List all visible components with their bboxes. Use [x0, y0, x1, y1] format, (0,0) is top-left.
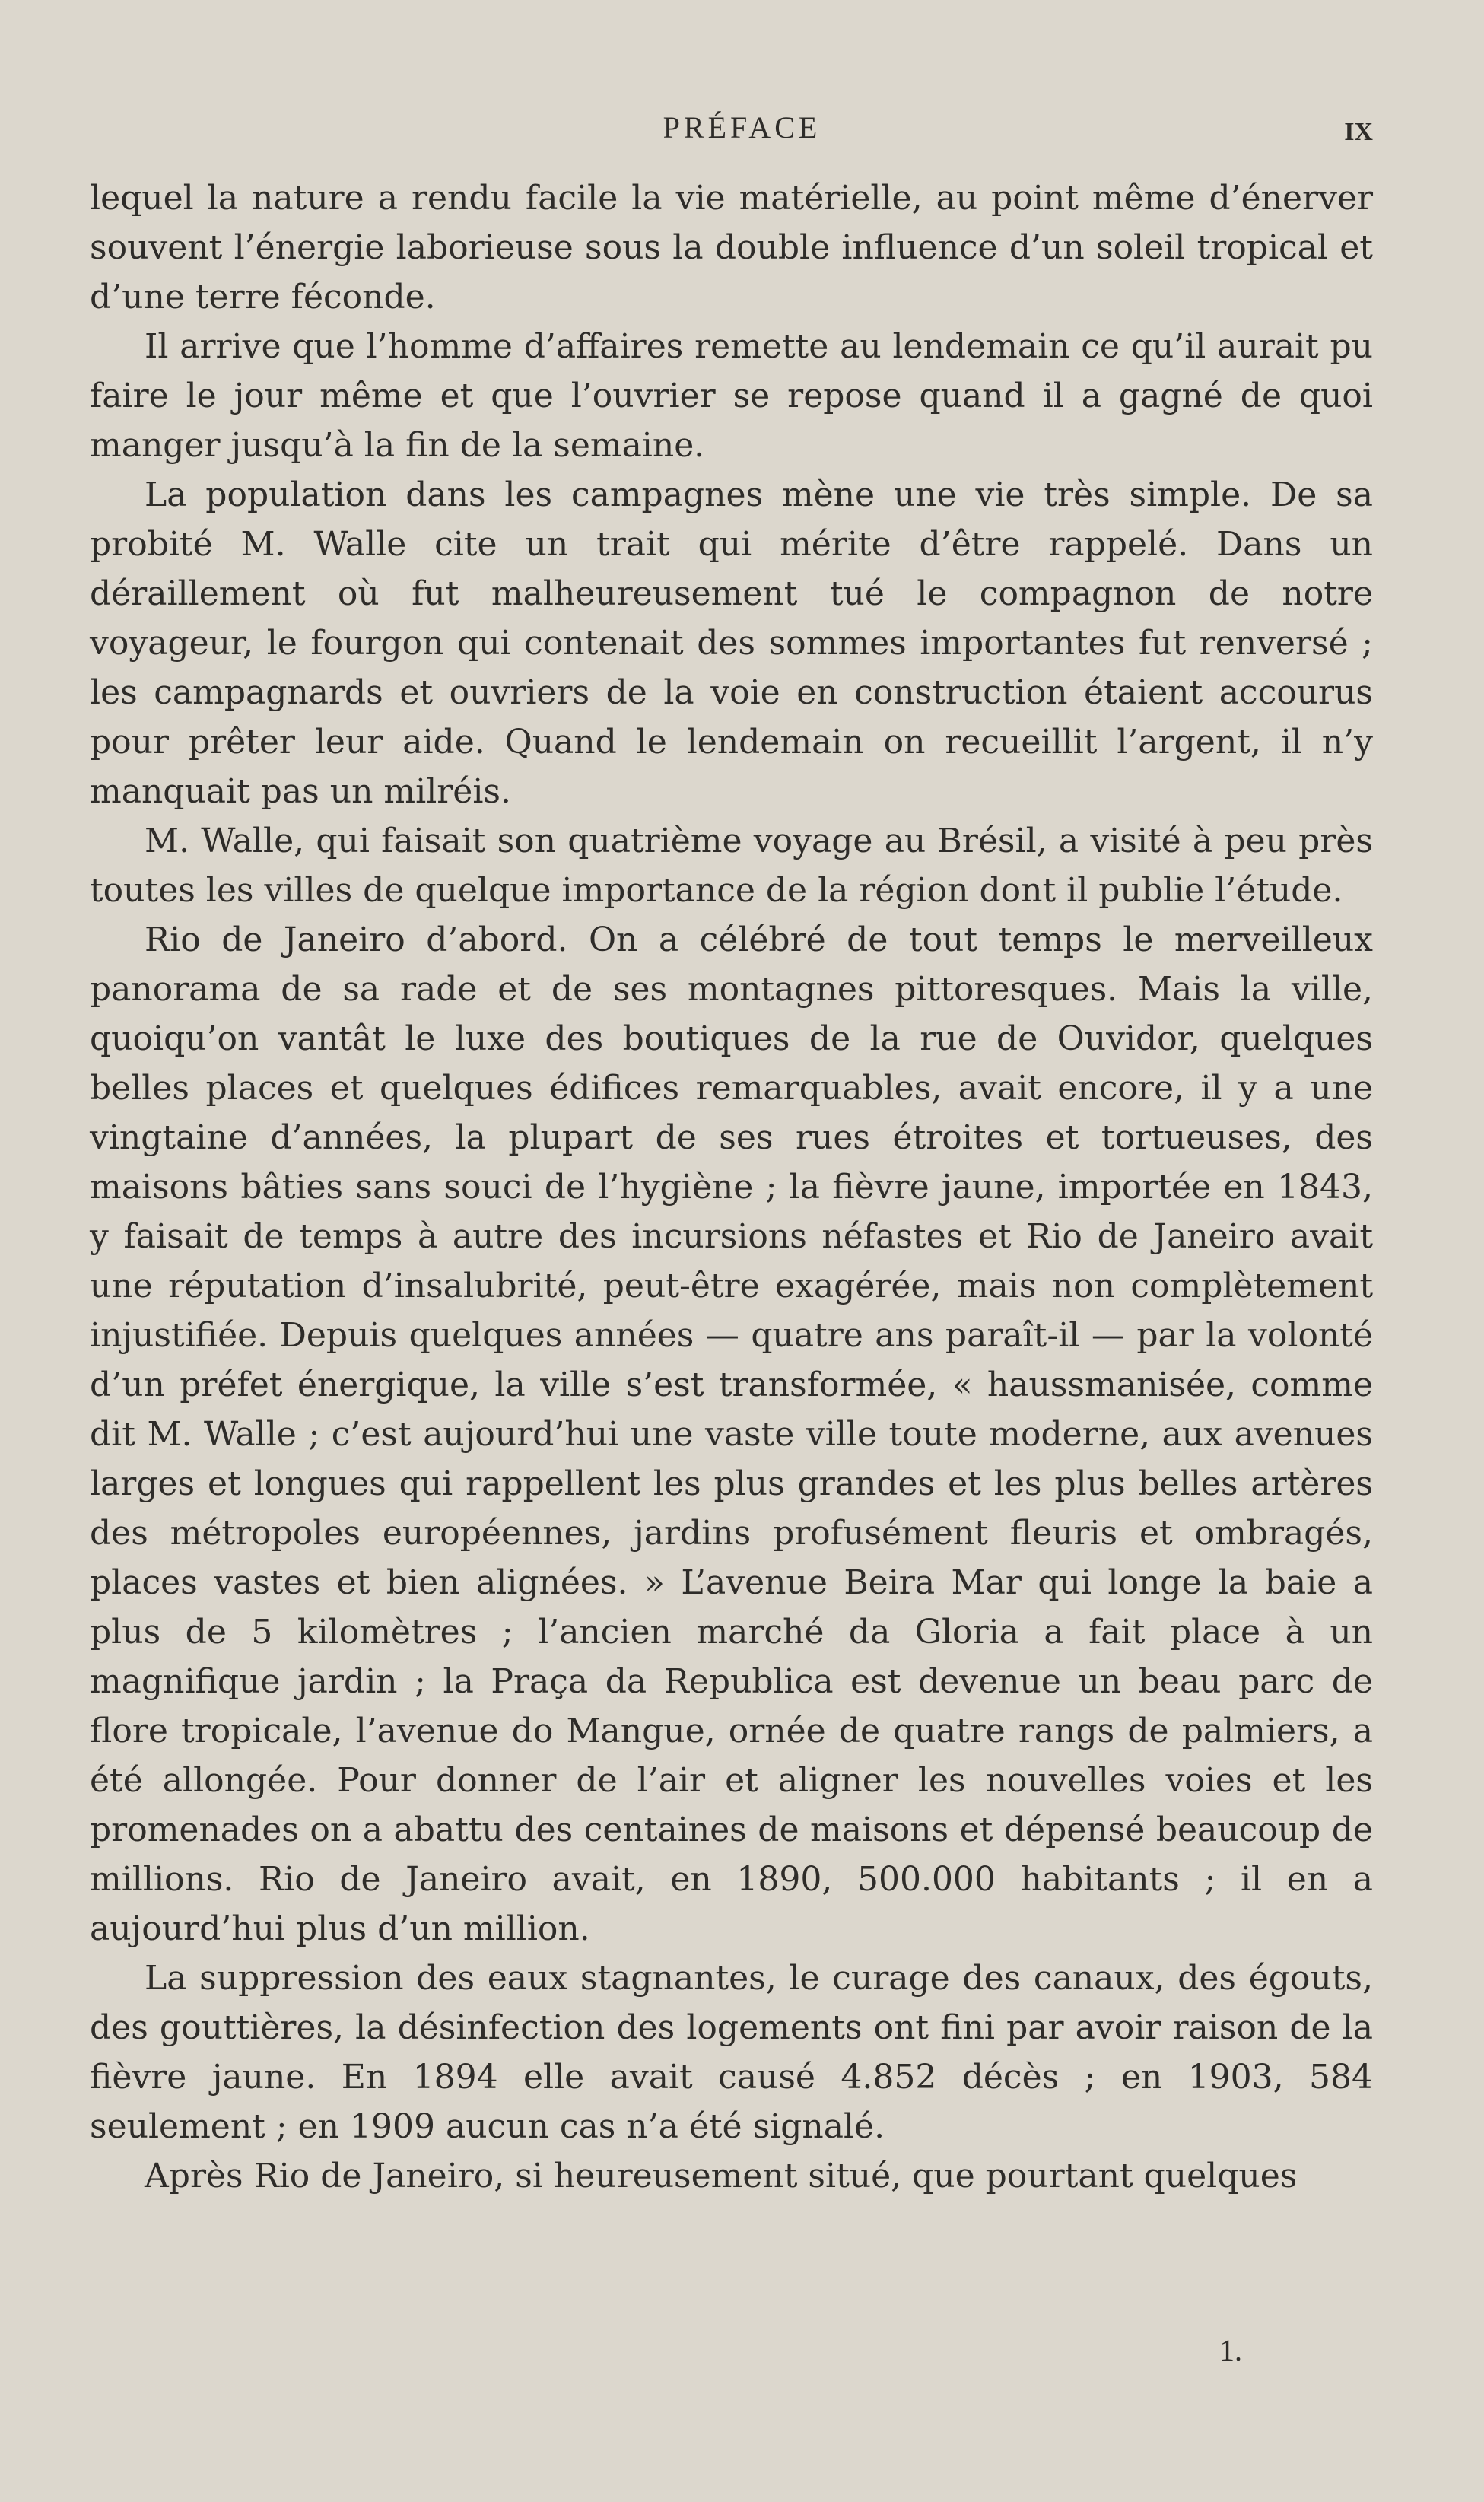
paragraph: M. Walle, qui faisait son quatrième voyage au Brésil, a visité à peu près toutes les villes de quelque importance de la région dont il publie l’étude.	[90, 822, 1373, 910]
signature-mark: 1.	[1219, 2333, 1242, 2367]
paragraph: Il arrive que l’homme d’affaires remette au lendemain ce qu’il aurait pu faire le jour même et que l’ouvrier se repose quand il a gagné de quoi manger jusqu’à la fin de la semaine.	[90, 327, 1373, 465]
running-head	[0, 105, 1484, 151]
paragraph-continuation: lequel la nature a rendu facile la vie matérielle, au point même d’énerver souvent l’énergie laborieuse sous la double influence d’un soleil tropical et d’une terre féconde.	[90, 179, 1373, 316]
paragraph: Après Rio de Janeiro, si heureusement situé, que pourtant quelques	[145, 2157, 1298, 2195]
paragraph: La population dans les campagnes mène une vie très simple. De sa probité M. Walle cite un trait qui mérite d’être rappelé. Dans un déraillement où fut malheureusement tué le compagnon de notre voyageur, le fourgon qui contenait des sommes importantes fut renversé ; les campagnards et ouvriers de la voie en construction étaient accourus pour prêter leur aide. Quand le lendemain on recueillit l’argent, il n’y manquait pas un milréis.	[90, 475, 1373, 811]
page-number: IX	[1344, 118, 1373, 146]
paragraph: La suppression des eaux stagnantes, le curage des canaux, des égouts, des gouttières, la désinfection des logements ont fini par avoir raison de la fièvre jaune. En 1894 elle avait causé 4.852 décès ; en 1903, 584 seulement ; en 1909 aucun cas n’a été signalé.	[90, 1959, 1373, 2146]
paragraph: Rio de Janeiro d’abord. On a célébré de tout temps le merveilleux panorama de sa rade et de ses montagnes pittoresques. Mais la ville, quoiqu’on vantât le luxe des boutiques de la rue de Ouvidor, quelques belles places et quelques édifices remarquables, avait encore, il y a une vingtaine d’années, la plupart de ses rues étroites et tortueuses, des maisons bâties sans souci de l’hygiène ; la fièvre jaune, importée en 1843, y faisait de temps à autre des incursions néfastes et Rio de Janeiro avait une réputation d’insalubrité, peut-être exagérée, mais non complètement injustifiée. Depuis quelques années — quatre ans paraît-il — par la volonté d’un préfet énergique, la ville s’est transformée, « haussmanisée, comme dit M. Walle ; c’est aujourd’hui une vaste ville toute moderne, aux avenues larges et longues qui rappellent les plus grandes et les plus belles artères des métropoles européennes, jardins profusément fleuris et ombragés, places vastes et bien alignées. » L’avenue Beira Mar qui longe la baie a plus de 5 kilomètres ; l’ancien marché da Gloria a fait place à un magnifique jardin ; la Praça da Republica est devenue un beau parc de flore tropicale, l’avenue do Mangue, ornée de quatre rangs de palmiers, a été allongée. Pour donner de l’air et aligner les nouvelles voies et les promenades on a abattu des centaines de maisons et dépensé beaucoup de millions. Rio de Janeiro avait, en 1890, 500.000 habitants ; il en a aujourd’hui plus d’un million.	[90, 920, 1373, 1948]
page-title: PRÉFACE	[663, 110, 821, 145]
body-text	[90, 173, 1373, 2201]
